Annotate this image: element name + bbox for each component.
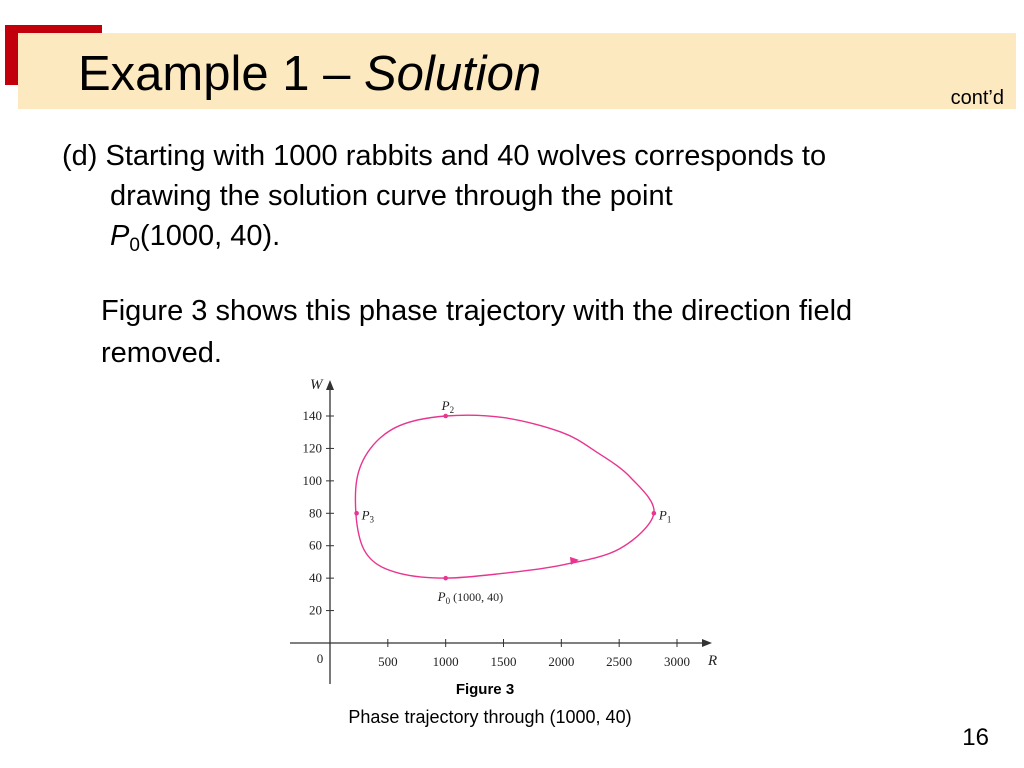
point-label-p3 [361, 507, 375, 524]
x-tick-label: 2500 [606, 654, 633, 669]
y-tick-label: 140 [302, 408, 322, 424]
x-tick-label: 2000 [548, 654, 575, 669]
point-name: P [437, 589, 446, 605]
para-d-point [110, 216, 280, 260]
y-axis-arrow [326, 380, 334, 390]
point-subscript: 3 [369, 514, 375, 525]
para-d-line2: drawing the solution curve through the point [110, 180, 673, 212]
phase-trajectory-chart [280, 372, 720, 684]
x-tick-label: 1500 [490, 654, 517, 669]
y-tick-label: 100 [302, 472, 322, 488]
x-tick-label: 1000 [432, 654, 459, 669]
point-subscript: 1 [666, 514, 672, 525]
origin-label: 0 [316, 651, 324, 666]
point-p-subscript: 0 [129, 235, 140, 256]
x-tick-label: 500 [378, 654, 398, 669]
point-label-p0 [437, 589, 503, 606]
point-marker-p1 [652, 511, 657, 516]
y-tick-label: 120 [302, 440, 322, 456]
x-tick-label: 3000 [664, 654, 691, 669]
y-tick-label: 40 [309, 570, 322, 586]
point-marker-p2 [443, 414, 448, 419]
slide-title [78, 44, 541, 104]
title-italic: Solution [364, 47, 542, 101]
para-figure: Figure 3 shows this phase trajectory with the direction field removed. [101, 295, 853, 369]
y-tick-label: 80 [309, 505, 322, 521]
point-name: P [658, 507, 667, 523]
point-subscript: 2 [449, 405, 455, 416]
point-p-letter: P [110, 220, 130, 252]
point-subscript: 0 [445, 596, 451, 607]
title-main: Example 1 – [78, 47, 364, 101]
direction-arrow [570, 557, 579, 565]
contd-label: cont’d [950, 87, 1004, 109]
point-coords: (1000, 40). [139, 220, 281, 252]
figure-label: Figure 3 [455, 681, 515, 698]
y-axis-label: W [310, 377, 323, 393]
x-axis-label: R [708, 653, 718, 669]
y-tick-label: 20 [309, 602, 322, 618]
x-axis-arrow [702, 639, 712, 647]
point-name: P [441, 398, 450, 414]
point-coordinates: (1000, 40) [450, 590, 504, 605]
point-name: P [361, 507, 370, 523]
phase-trajectory-curve [355, 415, 654, 578]
figure-caption: Phase trajectory through (1000, 40) [348, 707, 632, 727]
point-marker-p0 [443, 576, 448, 581]
point-marker-p3 [354, 511, 359, 516]
para-d-line1: (d) Starting with 1000 rabbits and 40 wolves corresponds to [62, 140, 827, 172]
point-label-p1 [658, 507, 671, 524]
y-tick-label: 60 [309, 537, 322, 553]
point-label-p2 [441, 398, 454, 415]
page-number: 16 [962, 724, 989, 751]
